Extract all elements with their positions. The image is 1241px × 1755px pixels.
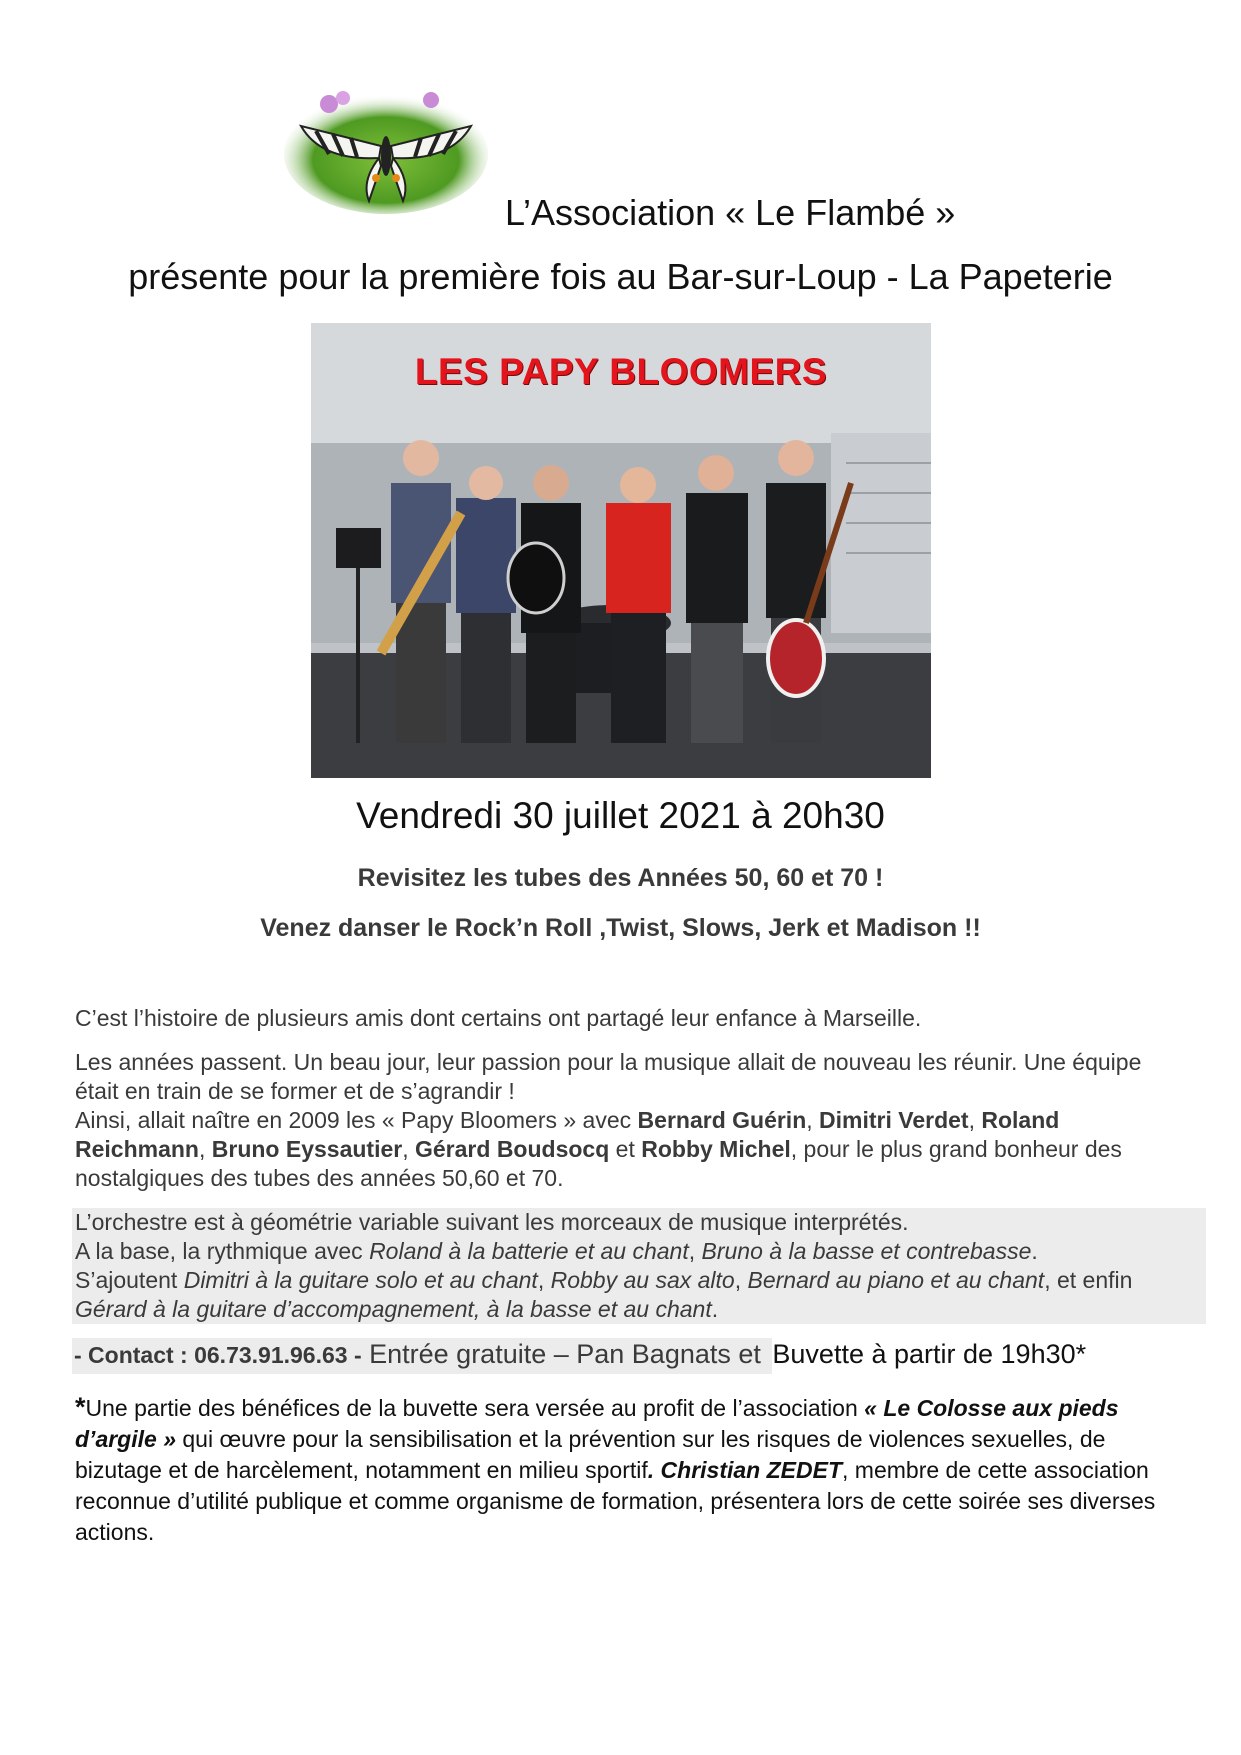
orchestra-role: Robby au sax alto bbox=[550, 1267, 735, 1293]
member-name: Roland Reichmann bbox=[75, 1107, 1060, 1162]
band-photo bbox=[311, 323, 931, 778]
orchestra-text: , bbox=[688, 1238, 702, 1264]
asterisk: * bbox=[75, 1392, 86, 1422]
contact-phone: - Contact : 06.73.91.96.63 - bbox=[74, 1342, 362, 1368]
member-name: Dimitri Verdet bbox=[819, 1107, 969, 1133]
association-title: L’Association « Le Flambé » bbox=[505, 192, 956, 233]
orchestra-role: Gérard à la guitare d’accompagnement, à la basse et au chant bbox=[75, 1296, 712, 1322]
buvette-info: Buvette à partir de 19h30* bbox=[772, 1339, 1087, 1369]
orchestra-role: Bruno à la basse et contrebasse bbox=[701, 1238, 1032, 1264]
tagline-tubes: Revisitez les tubes des Années 50, 60 et 70 ! bbox=[357, 864, 884, 892]
note-text: , membre de cette association reconnue d’utilité publique et comme organisme de formation, présentera lors de cette soirée ses diverses actions. bbox=[75, 1457, 1156, 1545]
event-date: Vendredi 30 juillet 2021 à 20h30 bbox=[356, 795, 885, 836]
charity-name: « Le Colosse aux pieds d’argile » bbox=[75, 1395, 1119, 1452]
orchestra-text: , bbox=[537, 1267, 551, 1293]
note-text: qui œuvre pour la sensibilisation et la prévention sur les risques de violences sexuelles, de bizutage et de harcèlement, notamment en milieu sportif bbox=[75, 1426, 1106, 1483]
member-name: Robby Michel bbox=[641, 1136, 791, 1162]
orchestra-role: Dimitri à la guitare solo et au chant bbox=[183, 1267, 538, 1293]
tagline-dance: Venez danser le Rock’n Roll ,Twist, Slows, Jerk et Madison !! bbox=[260, 914, 981, 942]
orchestra-role: Roland à la batterie et au chant bbox=[369, 1238, 689, 1264]
charity-note bbox=[75, 1392, 1185, 1548]
orchestra-text: , bbox=[734, 1267, 748, 1293]
story-text: Ainsi, allait naître en 2009 les « Papy Bloomers » avec bbox=[75, 1107, 638, 1133]
orchestra-text: . bbox=[711, 1296, 719, 1322]
separator: et bbox=[609, 1136, 642, 1162]
separator: , bbox=[402, 1136, 415, 1162]
contact-line bbox=[72, 1339, 1212, 1375]
story-intro: C’est l’histoire de plusieurs amis dont certains ont partagé leur enfance à Marseille. bbox=[75, 1005, 922, 1031]
orchestra-paragraph bbox=[72, 1208, 1206, 1324]
orchestra-text: , et enfin bbox=[1044, 1267, 1133, 1293]
person-name: . Christian ZEDET bbox=[647, 1457, 843, 1483]
story-text: , pour le plus grand bonheur des nostalgiques des tubes des années 50,60 et 70. bbox=[75, 1136, 1122, 1191]
orchestra-text: . bbox=[1031, 1238, 1038, 1264]
orchestra-role: Bernard au piano et au chant bbox=[747, 1267, 1045, 1293]
entry-info: Entrée gratuite – Pan Bagnats et bbox=[361, 1339, 769, 1369]
member-name: Gérard Boudsocq bbox=[415, 1136, 610, 1162]
association-logo bbox=[281, 86, 491, 216]
event-subtitle: présente pour la première fois au Bar-sur-Loup - La Papeterie bbox=[128, 256, 1113, 297]
orchestra-text: A la base, la rythmique avec bbox=[75, 1238, 370, 1264]
story-text: Les années passent. Un beau jour, leur passion pour la musique allait de nouveau les réunir. Une équipe était en train de se former et de s’agrandir ! bbox=[75, 1049, 1142, 1104]
separator: , bbox=[198, 1136, 212, 1162]
orchestra-text: L’orchestre est à géométrie variable suivant les morceaux de musique interprétés. bbox=[75, 1209, 909, 1235]
member-name: Bruno Eyssautier bbox=[211, 1136, 403, 1162]
separator: , bbox=[806, 1107, 820, 1133]
member-name: Bernard Guérin bbox=[637, 1107, 807, 1133]
story-paragraph bbox=[75, 1048, 1175, 1193]
orchestra-text: S’ajoutent bbox=[75, 1267, 184, 1293]
separator: , bbox=[968, 1107, 982, 1133]
note-text: Une partie des bénéfices de la buvette sera versée au profit de l’association bbox=[85, 1395, 865, 1421]
band-name-caption: LES PAPY BLOOMERS bbox=[414, 351, 828, 392]
